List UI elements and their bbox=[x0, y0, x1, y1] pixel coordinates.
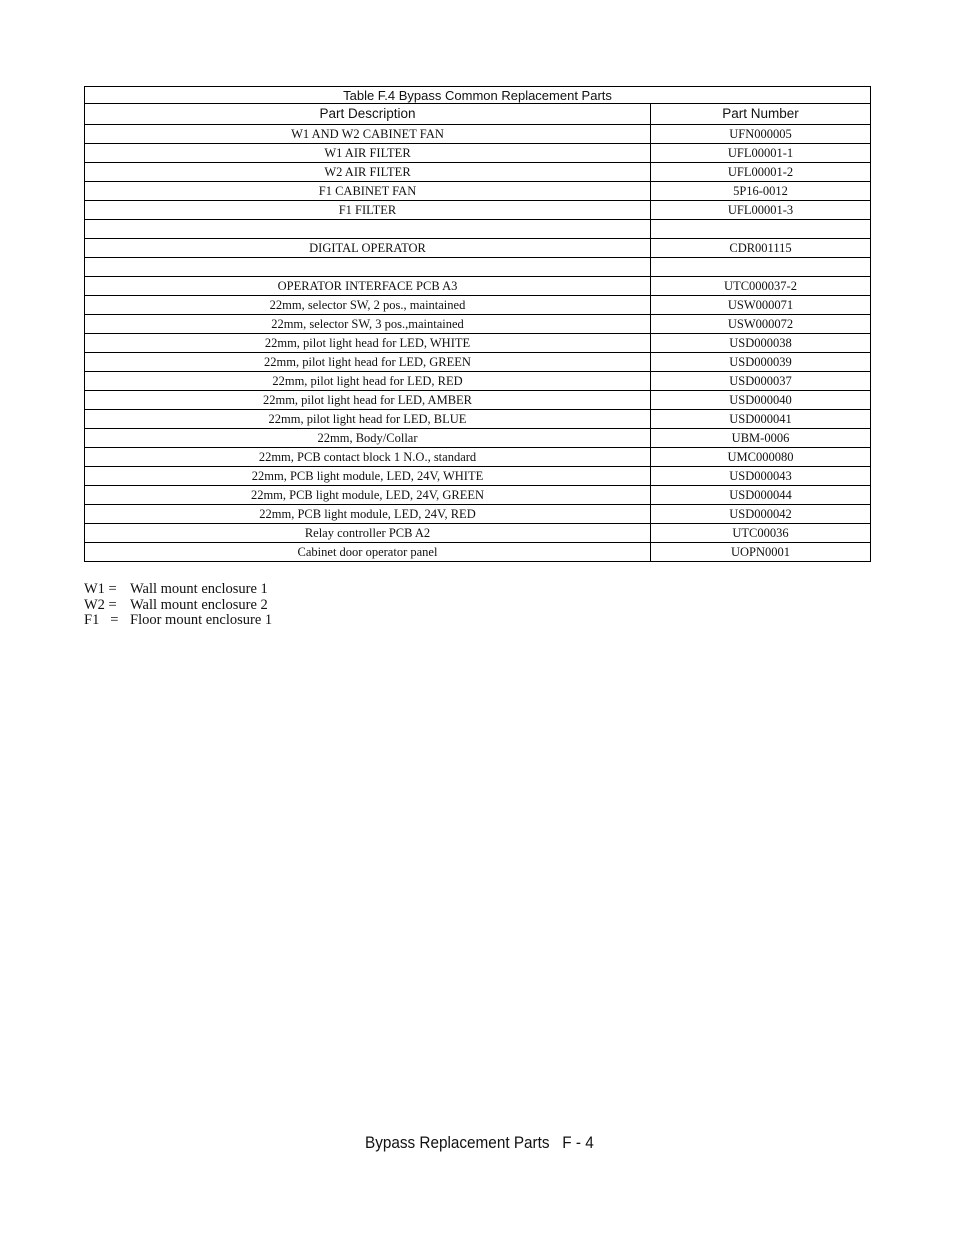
legend-code: W1 = bbox=[84, 581, 117, 597]
part-description-cell: F1 CABINET FAN bbox=[85, 182, 651, 201]
table-row bbox=[85, 201, 871, 220]
table-row bbox=[85, 524, 871, 543]
legend-text: Wall mount enclosure 1 bbox=[130, 581, 268, 597]
part-description-cell: 22mm, Body/Collar bbox=[85, 429, 651, 448]
table-body bbox=[85, 125, 871, 562]
part-description-cell: 22mm, PCB light module, LED, 24V, WHITE bbox=[85, 467, 651, 486]
table-row bbox=[85, 144, 871, 163]
legend-code: F1 = bbox=[84, 612, 119, 628]
part-description-cell: 22mm, PCB contact block 1 N.O., standard bbox=[85, 448, 651, 467]
part-number-cell: USD000040 bbox=[651, 391, 871, 410]
table-row bbox=[85, 239, 871, 258]
part-number-cell: USW000072 bbox=[651, 315, 871, 334]
part-number-cell: UFL00001-1 bbox=[651, 144, 871, 163]
part-description-cell: 22mm, pilot light head for LED, WHITE bbox=[85, 334, 651, 353]
part-number-cell: UOPN0001 bbox=[651, 543, 871, 562]
part-description-cell: OPERATOR INTERFACE PCB A3 bbox=[85, 277, 651, 296]
replacement-parts-table bbox=[84, 86, 871, 562]
part-number-cell: UBM-0006 bbox=[651, 429, 871, 448]
part-number-cell: UTC00036 bbox=[651, 524, 871, 543]
table-caption-row bbox=[85, 87, 871, 104]
legend-text: Wall mount enclosure 2 bbox=[130, 596, 268, 613]
part-number-cell: USW000071 bbox=[651, 296, 871, 315]
header-part-description: Part Description bbox=[85, 104, 651, 125]
legend-item bbox=[84, 613, 272, 629]
part-number-cell bbox=[651, 258, 871, 277]
part-description-cell: W1 AIR FILTER bbox=[85, 144, 651, 163]
part-description-cell bbox=[85, 258, 651, 277]
part-number-cell: UFN000005 bbox=[651, 125, 871, 144]
part-description-cell: DIGITAL OPERATOR bbox=[85, 239, 651, 258]
table-row bbox=[85, 125, 871, 144]
legend-item bbox=[84, 582, 272, 598]
table-row bbox=[85, 391, 871, 410]
table-row bbox=[85, 429, 871, 448]
part-number-cell: 5P16-0012 bbox=[651, 182, 871, 201]
table-row bbox=[85, 505, 871, 524]
part-number-cell: USD000039 bbox=[651, 353, 871, 372]
part-description-cell: 22mm, pilot light head for LED, AMBER bbox=[85, 391, 651, 410]
page-footer: Bypass Replacement Parts F - 4 bbox=[365, 1133, 594, 1152]
table-row bbox=[85, 353, 871, 372]
part-number-cell: UTC000037-2 bbox=[651, 277, 871, 296]
table-row bbox=[85, 258, 871, 277]
part-number-cell: USD000038 bbox=[651, 334, 871, 353]
part-description-cell: Cabinet door operator panel bbox=[85, 543, 651, 562]
part-number-cell: USD000042 bbox=[651, 505, 871, 524]
part-description-cell: 22mm, pilot light head for LED, RED bbox=[85, 372, 651, 391]
table-row bbox=[85, 182, 871, 201]
legend-text: Floor mount enclosure 1 bbox=[130, 612, 273, 628]
part-number-cell: UFL00001-3 bbox=[651, 201, 871, 220]
table-row bbox=[85, 486, 871, 505]
table-row bbox=[85, 277, 871, 296]
table-header-row bbox=[85, 104, 871, 125]
table-row bbox=[85, 334, 871, 353]
part-description-cell: 22mm, pilot light head for LED, GREEN bbox=[85, 353, 651, 372]
table-row bbox=[85, 372, 871, 391]
table-row bbox=[85, 410, 871, 429]
part-number-cell: USD000037 bbox=[651, 372, 871, 391]
part-number-cell: CDR001115 bbox=[651, 239, 871, 258]
part-number-cell: USD000043 bbox=[651, 467, 871, 486]
part-description-cell: 22mm, PCB light module, LED, 24V, GREEN bbox=[85, 486, 651, 505]
table-row bbox=[85, 467, 871, 486]
part-number-cell: UFL00001-2 bbox=[651, 163, 871, 182]
enclosure-legend bbox=[84, 582, 272, 629]
part-description-cell bbox=[85, 220, 651, 239]
part-description-cell: 22mm, selector SW, 2 pos., maintained bbox=[85, 296, 651, 315]
part-description-cell: W2 AIR FILTER bbox=[85, 163, 651, 182]
part-number-cell: USD000044 bbox=[651, 486, 871, 505]
table-row bbox=[85, 543, 871, 562]
part-description-cell: 22mm, selector SW, 3 pos.,maintained bbox=[85, 315, 651, 334]
part-description-cell: F1 FILTER bbox=[85, 201, 651, 220]
legend-code: W2 = bbox=[84, 596, 117, 613]
part-description-cell: Relay controller PCB A2 bbox=[85, 524, 651, 543]
part-description-cell: 22mm, PCB light module, LED, 24V, RED bbox=[85, 505, 651, 524]
table-row bbox=[85, 315, 871, 334]
header-part-number: Part Number bbox=[651, 104, 871, 125]
legend-item bbox=[84, 598, 272, 614]
part-description-cell: W1 AND W2 CABINET FAN bbox=[85, 125, 651, 144]
table-row bbox=[85, 220, 871, 239]
part-description-cell: 22mm, pilot light head for LED, BLUE bbox=[85, 410, 651, 429]
part-number-cell: USD000041 bbox=[651, 410, 871, 429]
part-number-cell: UMC000080 bbox=[651, 448, 871, 467]
table-row bbox=[85, 163, 871, 182]
table-row bbox=[85, 448, 871, 467]
table-caption: Table F.4 Bypass Common Replacement Parts bbox=[85, 87, 871, 104]
table-row bbox=[85, 296, 871, 315]
part-number-cell bbox=[651, 220, 871, 239]
